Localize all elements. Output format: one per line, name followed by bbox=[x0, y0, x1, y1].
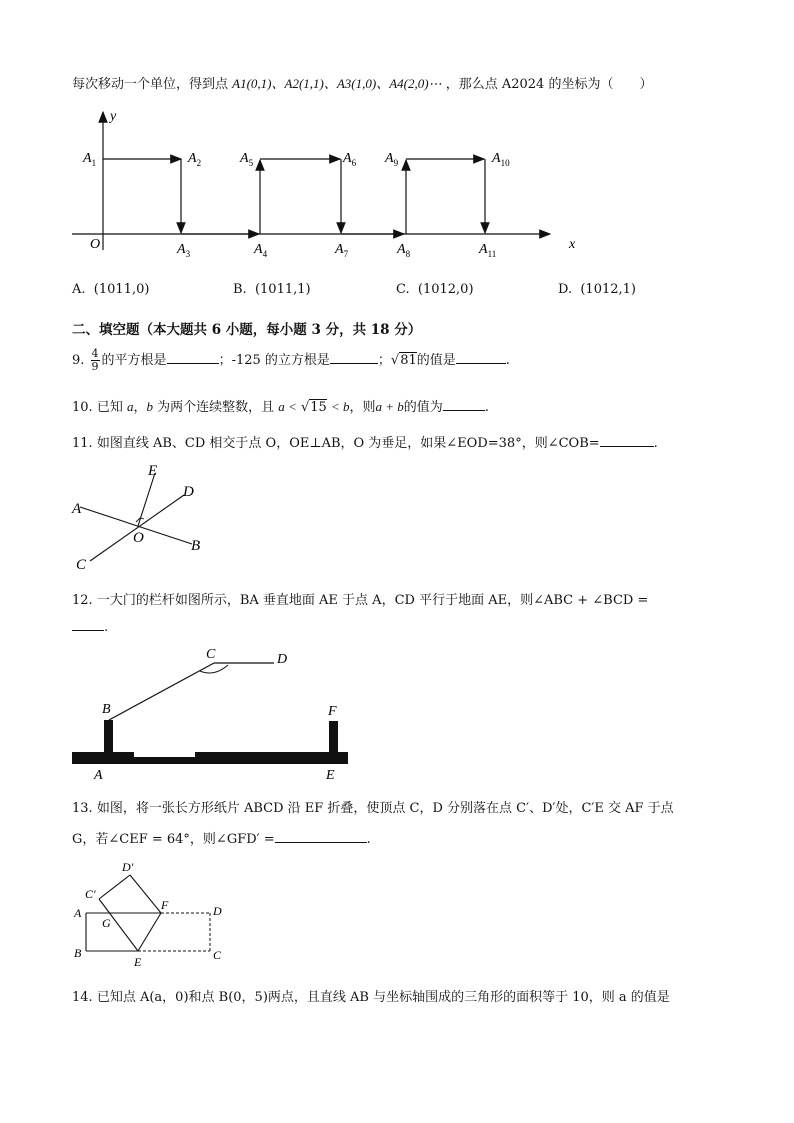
line-cd bbox=[90, 495, 184, 561]
q11-text: 如图直线 AB、CD 相交于点 O，OE⊥AB，O 为垂足，如果∠EOD=38°，则∠COB= bbox=[96, 436, 600, 451]
choice-b-letter: B. bbox=[233, 282, 247, 297]
fig12-label-e: E bbox=[326, 768, 335, 783]
fig13-label-c: C bbox=[213, 948, 222, 962]
q10: 10. 已知 a，b 为两个连续整数，且 a < √15 < b，则a + b的值为 . bbox=[72, 399, 489, 415]
label-a7: $A_7$ bbox=[335, 242, 349, 259]
q8-points: A1(0,1)、A2(1,1)、A3(1,0)、A4(2,0)⋯ bbox=[232, 76, 442, 91]
q12-blank[interactable] bbox=[72, 618, 104, 631]
q13-text-1: 如图，将一张长方形纸片 ABCD 沿 EF 折叠，使顶点 C，D 分别落在点 C′、D′处，C′E 交 AF 于点 bbox=[96, 801, 674, 816]
fig13-label-d: D bbox=[213, 904, 222, 918]
choice-d-value: (1012,1) bbox=[580, 282, 636, 297]
choice-a-letter: A. bbox=[72, 282, 86, 297]
q9-blank-2[interactable] bbox=[330, 351, 378, 364]
choice-c-letter: C. bbox=[396, 282, 410, 297]
label-a6: $A_6$ bbox=[343, 151, 357, 168]
q13-line1 bbox=[72, 797, 674, 816]
q14-number: 14. bbox=[72, 990, 93, 1005]
q12-text: 一大门的栏杆如图所示，BA 垂直地面 AE 于点 A，CD 平行于地面 AE，则∠ABC + ∠BCD = bbox=[96, 593, 649, 608]
q9: 9. $\frac{4}{9}$ 的平方根是 ；-125 的立方根是 ；√81的值是 . bbox=[72, 347, 510, 373]
q13-line2: G，若∠CEF = 64°，则∠GFD′ = . bbox=[72, 832, 371, 847]
fig13-label-d-prime: D′ bbox=[122, 860, 134, 874]
label-a8: $A_8$ bbox=[397, 242, 411, 259]
ground bbox=[72, 752, 348, 764]
fig12-label-a: A bbox=[94, 768, 103, 783]
bar-bc bbox=[109, 663, 214, 720]
label-a10: $A_{10}$ bbox=[492, 151, 510, 168]
fig11-label-c: C bbox=[76, 557, 87, 573]
choice-b[interactable] bbox=[233, 282, 311, 297]
q11-figure bbox=[60, 458, 220, 578]
q9-sqrt: 81 bbox=[400, 353, 417, 368]
label-a5: $A_5$ bbox=[240, 151, 254, 168]
choice-d[interactable] bbox=[558, 282, 636, 297]
choice-d-letter: D. bbox=[558, 282, 573, 297]
q10-blank[interactable] bbox=[443, 398, 485, 411]
q8-figure bbox=[0, 100, 794, 300]
fig12-label-b: B bbox=[102, 702, 111, 717]
q13-text-2: G，若∠CEF = 64°，则∠GFD′ = bbox=[72, 832, 275, 847]
section-heading: 二、填空题（本大题共 6 小题，每小题 3 分，共 18 分） bbox=[72, 322, 422, 338]
choice-a-value: (1011,0) bbox=[93, 282, 150, 297]
edge-d1f bbox=[130, 875, 161, 913]
fig13-label-f: F bbox=[161, 898, 169, 912]
q10-number: 10. bbox=[72, 400, 93, 415]
fold-ef bbox=[138, 913, 161, 951]
fig11-label-o: O bbox=[133, 530, 144, 546]
choice-c[interactable] bbox=[396, 282, 474, 297]
q11: 11. 如图直线 AB、CD 相交于点 O，OE⊥AB，O 为垂足，如果∠EOD=38°，则∠COB= . bbox=[72, 436, 658, 451]
q11-blank[interactable] bbox=[600, 434, 654, 447]
fig11-label-d: D bbox=[183, 484, 194, 500]
post-e bbox=[329, 721, 338, 752]
choice-b-value: (1011,1) bbox=[254, 282, 311, 297]
post-a bbox=[104, 720, 113, 752]
edge-c1d1 bbox=[99, 875, 130, 899]
q8-question-tail: ，那么点 A2024 的坐标为（ ） bbox=[445, 77, 653, 92]
fig13-label-b: B bbox=[74, 946, 82, 960]
fig13-label-g: G bbox=[102, 916, 111, 930]
fig11-label-e: E bbox=[148, 463, 158, 479]
q12-figure bbox=[70, 644, 370, 784]
label-a2: $A_2$ bbox=[188, 151, 202, 168]
fig12-label-c: C bbox=[206, 647, 216, 662]
fig13-label-c-prime: C′ bbox=[85, 887, 96, 901]
q14 bbox=[72, 986, 670, 1005]
choice-c-value: (1012,0) bbox=[417, 282, 474, 297]
q8-intro-text: 每次移动一个单位，得到点 bbox=[72, 77, 229, 92]
fig12-label-f: F bbox=[328, 704, 337, 719]
q12-answer-line: . bbox=[72, 618, 108, 635]
label-a9: $A_9$ bbox=[385, 151, 399, 168]
origin-label: O bbox=[90, 237, 101, 252]
q12-number: 12. bbox=[72, 593, 93, 608]
q9-number: 9. bbox=[72, 353, 85, 368]
choice-a[interactable] bbox=[72, 282, 149, 297]
label-a11: $A_{11}$ bbox=[479, 242, 497, 259]
fig12-label-d: D bbox=[277, 652, 288, 667]
y-axis-label: y bbox=[110, 109, 117, 124]
q8-intro bbox=[72, 73, 652, 92]
fig13-label-e: E bbox=[134, 955, 142, 969]
q9-blank-1[interactable] bbox=[167, 351, 219, 364]
label-a4: $A_4$ bbox=[254, 242, 268, 259]
q9-blank-3[interactable] bbox=[456, 351, 506, 364]
q9-fraction: $\frac{4}{9}$ bbox=[91, 347, 99, 373]
label-a3: $A_3$ bbox=[177, 242, 191, 259]
label-a1: $A_1$ bbox=[83, 151, 97, 168]
q13-number: 13. bbox=[72, 801, 93, 816]
q11-number: 11. bbox=[72, 436, 93, 451]
fig13-label-a: A bbox=[74, 906, 82, 920]
fig11-label-a: A bbox=[72, 501, 82, 517]
q13-blank[interactable] bbox=[275, 830, 367, 843]
q12 bbox=[72, 589, 648, 608]
q13-figure bbox=[70, 856, 240, 971]
q10-sqrt: 15 bbox=[310, 400, 327, 415]
x-axis-label: x bbox=[569, 237, 576, 252]
fig11-label-b: B bbox=[191, 538, 201, 554]
q14-text: 已知点 A(a，0)和点 B(0，5)两点，且直线 AB 与坐标轴围成的三角形的面积等于 10，则 a 的值是 bbox=[96, 990, 670, 1005]
